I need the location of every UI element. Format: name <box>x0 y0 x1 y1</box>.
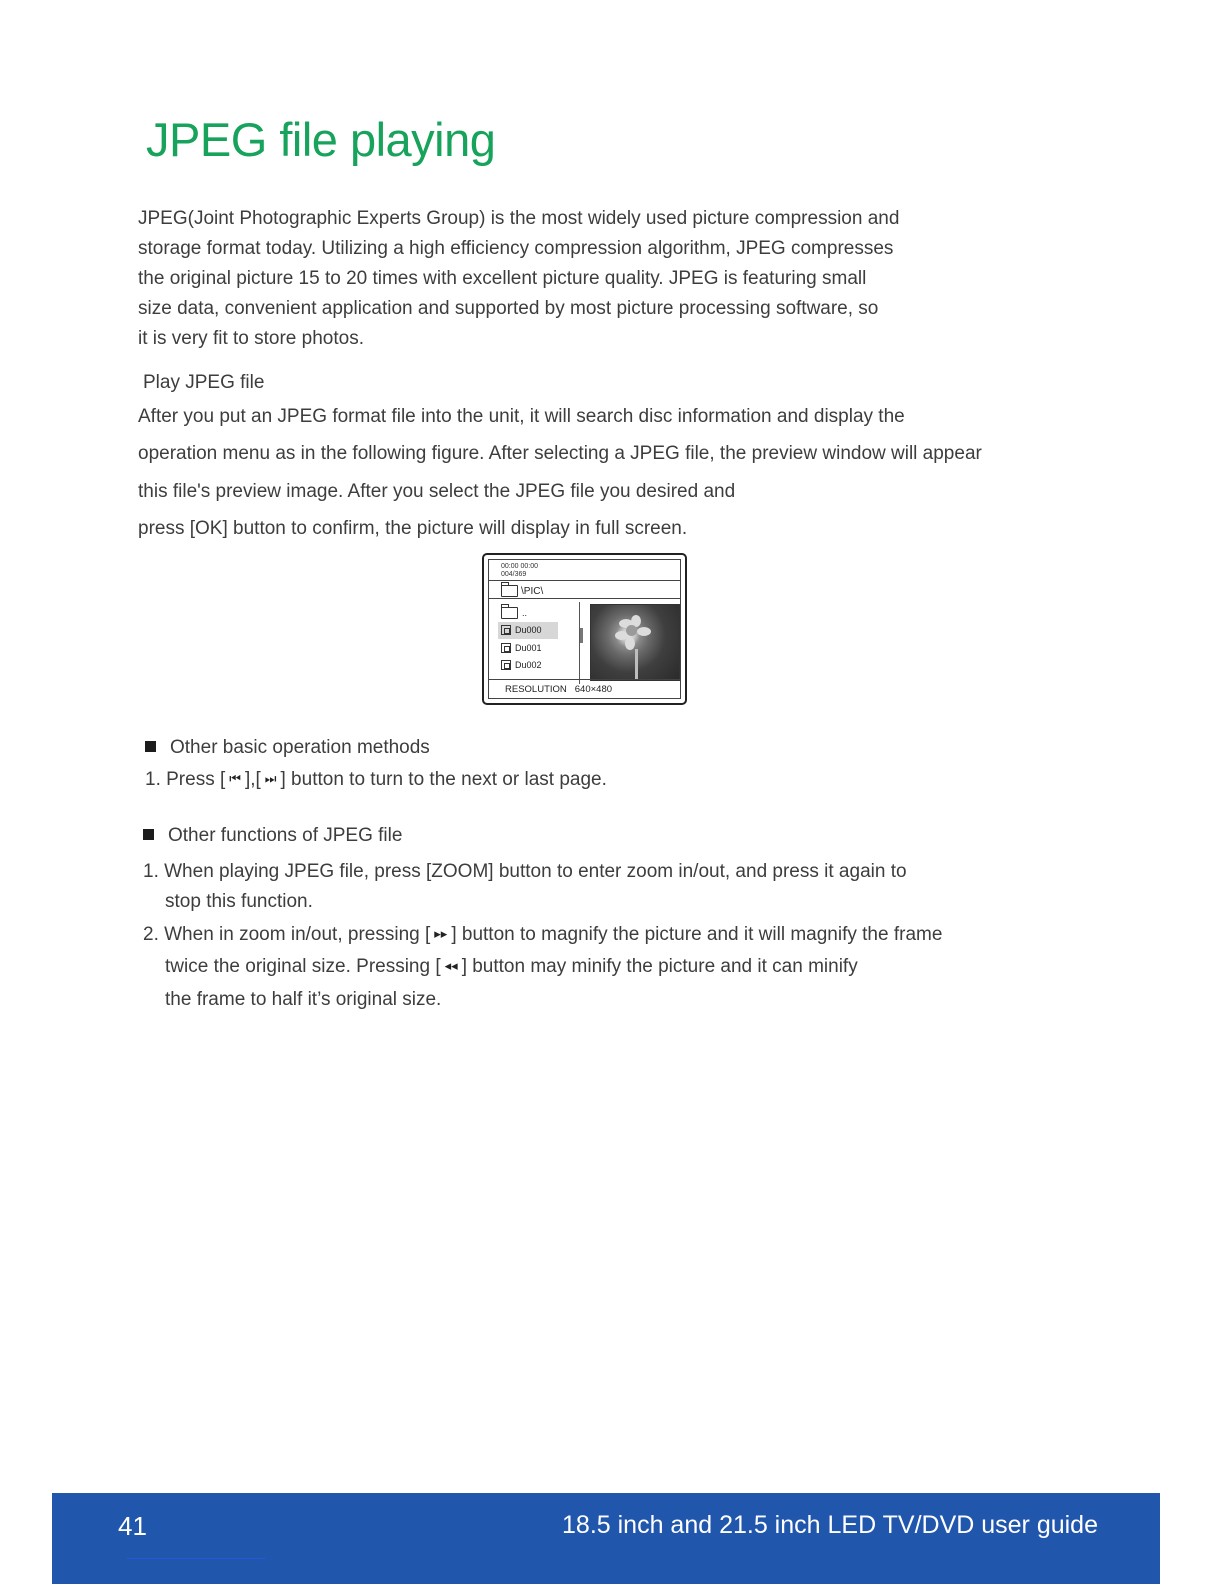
basic-heading <box>145 737 430 759</box>
resolution-value: 640×480 <box>574 683 613 695</box>
next-track-icon: ⏭ <box>264 771 277 786</box>
text-fragment: ] button to turn to the next or last page. <box>280 769 607 790</box>
functions-item-2-cont <box>165 956 858 978</box>
menu-time: 00:00 00:00 <box>501 563 538 570</box>
fast-forward-icon: ▸▸ <box>434 926 448 941</box>
divider <box>489 580 680 581</box>
play-heading: Play JPEG file <box>143 372 265 393</box>
footer-underline <box>126 1558 266 1559</box>
folder-icon <box>501 585 518 597</box>
square-bullet-icon <box>143 829 154 840</box>
play-text-line: press [OK] button to confirm, the picture will display in full screen. <box>138 518 688 539</box>
scrollbar-thumb[interactable] <box>580 628 583 643</box>
resolution-label: RESOLUTION <box>505 683 567 695</box>
flower-center <box>626 625 637 636</box>
basic-heading-text: Other basic operation methods <box>170 737 430 758</box>
text-fragment: ] button may minify the picture and it can minify <box>461 956 858 977</box>
folder-icon <box>501 607 518 619</box>
menu-file-count: 004/369 <box>501 571 527 578</box>
flower-petal <box>637 627 651 636</box>
file-name: Du001 <box>515 642 542 653</box>
divider <box>489 598 680 599</box>
file-name: Du000 <box>515 625 542 636</box>
intro-line: storage format today. Utilizing a high efficiency compression algorithm, JPEG compresses <box>138 238 894 259</box>
flower-stem <box>635 649 638 680</box>
menu-file-list <box>498 604 578 674</box>
menu-path <box>501 585 543 597</box>
list-item-file[interactable] <box>498 657 578 675</box>
intro-line: the original picture 15 to 20 times with excellent picture quality. JPEG is featuring small <box>138 268 867 289</box>
functions-item-2 <box>143 924 942 946</box>
guide-title: 18.5 inch and 21.5 inch LED TV/DVD user guide <box>562 1511 1098 1539</box>
menu-path-label: \PIC\ <box>521 585 544 597</box>
preview-image <box>590 604 680 681</box>
list-scrollbar[interactable] <box>579 602 584 684</box>
text-fragment: ] button to magnify the picture and it will magnify the frame <box>451 924 943 945</box>
intro-line: it is very fit to store photos. <box>138 328 364 349</box>
parent-dir-label: .. <box>522 607 528 618</box>
functions-item-1-cont: stop this function. <box>165 891 313 912</box>
page-number: 41 <box>118 1511 147 1541</box>
flower-petal <box>625 637 635 650</box>
play-text-line: this file's preview image. After you select the JPEG file you desired and <box>138 481 736 502</box>
square-bullet-icon <box>145 741 156 752</box>
functions-heading-text: Other functions of JPEG file <box>168 825 403 846</box>
image-file-icon <box>501 625 511 635</box>
list-item-file[interactable] <box>498 622 558 640</box>
functions-item-2-cont: the frame to half it’s original size. <box>165 989 442 1010</box>
list-item-file[interactable] <box>498 639 578 657</box>
previous-track-icon: ⏮ <box>229 771 241 786</box>
page-footer <box>52 1493 1160 1584</box>
basic-item-1 <box>145 769 607 791</box>
play-text-line: operation menu as in the following figure. After selecting a JPEG file, the preview window will appear <box>138 443 982 464</box>
functions-item-1: 1. When playing JPEG file, press [ZOOM] button to enter zoom in/out, and press it again to <box>143 861 907 882</box>
functions-heading <box>143 825 402 847</box>
intro-line: JPEG(Joint Photographic Experts Group) is the most widely used picture compression and <box>138 208 900 229</box>
text-fragment: ],[ <box>244 769 261 790</box>
file-name: Du002 <box>515 660 542 671</box>
page-title: JPEG file playing <box>146 113 496 166</box>
list-item-parent[interactable] <box>498 604 578 622</box>
text-fragment: 2. When in zoom in/out, pressing [ <box>143 924 431 945</box>
image-file-icon <box>501 660 511 670</box>
play-text-line: After you put an JPEG format file into the unit, it will search disc information and display the <box>138 406 905 427</box>
jpeg-menu-figure <box>482 553 687 705</box>
image-file-icon <box>501 643 511 653</box>
menu-frame <box>488 559 681 699</box>
text-fragment: 1. Press [ <box>145 769 226 790</box>
text-fragment: twice the original size. Pressing [ <box>165 956 441 977</box>
rewind-icon: ◂◂ <box>444 958 458 973</box>
intro-line: size data, convenient application and supported by most picture processing software, so <box>138 298 879 319</box>
menu-time-readout <box>501 563 538 579</box>
resolution-bar <box>489 679 680 698</box>
